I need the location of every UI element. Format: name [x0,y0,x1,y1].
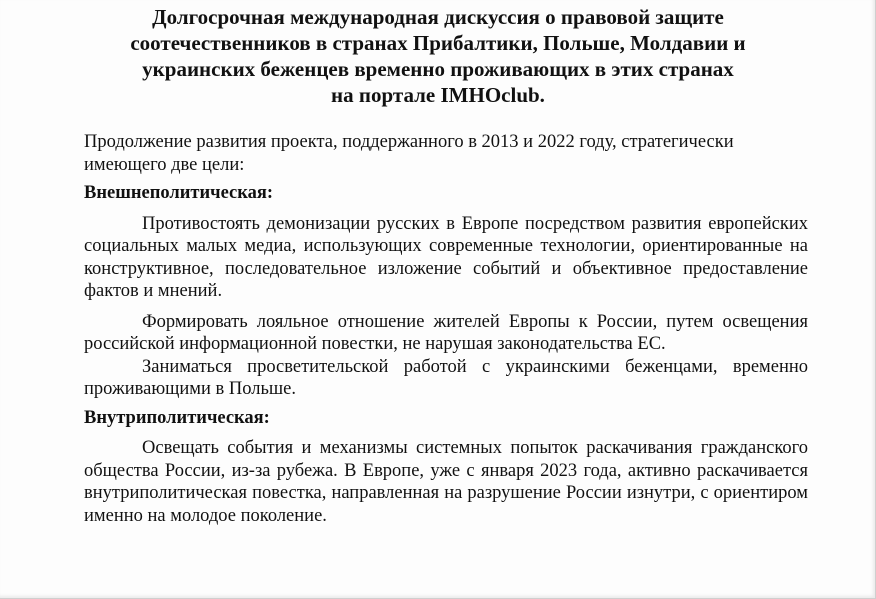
foreign-paragraph-2: Формировать лояльное отношение жителей Европы к России, путем освещения российской информационной повестки, не нарушая законодательства ЕС. [84,311,808,354]
document-body [84,131,808,527]
foreign-paragraph-1: Противостоять демонизации русских в Европе посредством развития европейских социальных малых медиа, использующих современные технологии, ориентированные на конструктивное, последовательное изложение событий и объективное предоставление фактов и мнений. [84,213,808,301]
domestic-policy-heading: Внутриполитическая: [84,407,270,428]
foreign-paragraph-3: Заниматься просветительской работой с украинскими беженцами, временно проживающими в Польше. [84,356,808,399]
intro-paragraph: Продолжение развития проекта, поддержанного в 2013 и 2022 году, стратегически имеющего две цели: [84,132,734,175]
foreign-policy-heading: Внешнеполитическая: [84,183,274,203]
title-line-1: Долгосрочная международная дискуссия о правовой защите [152,5,724,29]
title-line-2: соотечественников в странах Прибалтики, Польше, Молдавии и [130,31,746,55]
title-line-3: украинских беженцев временно проживающих в этих странах [142,57,734,81]
document-title [60,4,816,108]
domestic-paragraph-1: Освещать события и механизмы системных попыток раскачивания гражданского общества России, из-за рубежа. В Европе, уже с января 2023 года, активно раскачивается внутриполитическая повестка, направленная на разрушение России изнутри, с ориентиром именно на молодое поколение. [84,438,808,526]
title-line-4: на портале IMHOclub. [331,83,545,107]
